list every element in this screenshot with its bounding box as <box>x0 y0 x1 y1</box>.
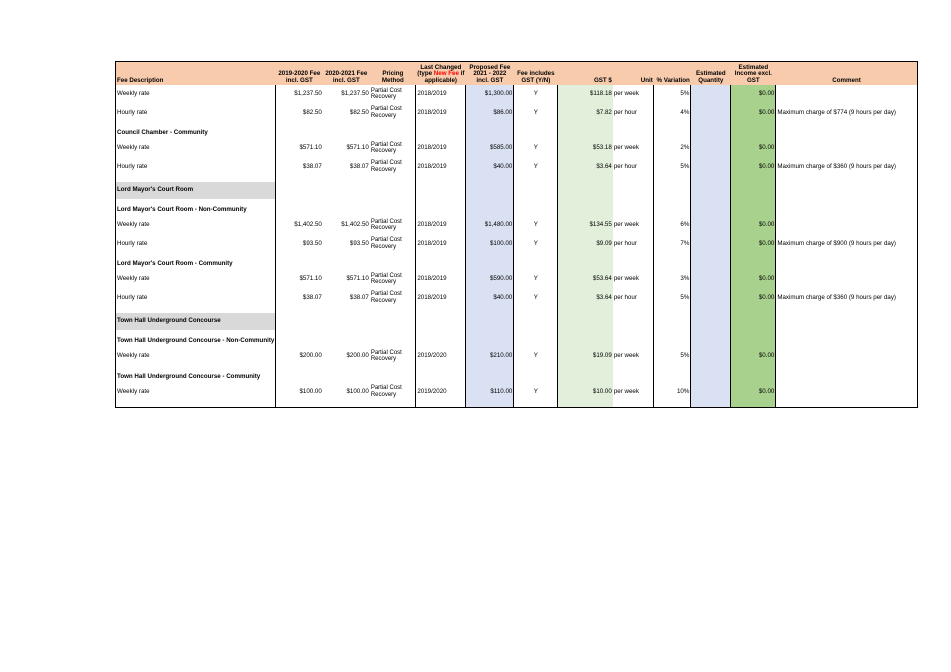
cell-unit <box>613 259 654 270</box>
cell-estimated-income <box>731 313 776 330</box>
cell-pricing-method <box>370 336 416 347</box>
cell-proposed-fee: $40.00 <box>466 158 514 177</box>
cell-proposed-fee: $110.00 <box>466 383 514 402</box>
cell-estimated-income: $0.00 <box>731 270 776 289</box>
cell-unit: per week <box>613 90 639 97</box>
cell-last-changed <box>416 372 466 383</box>
cell-comment: Maximum charge of $774 (9 hours per day) <box>776 104 918 123</box>
cell-estimated-quantity <box>691 104 731 123</box>
cell-unit: per week <box>613 387 639 395</box>
header-fee-2020-2021: 2020-2021 Fee incl. GST <box>323 62 370 86</box>
cell-unit: per week <box>613 221 639 228</box>
group-heading-row <box>116 259 918 270</box>
cell-proposed-fee <box>466 401 514 407</box>
cell-estimated-income: $0.00 <box>731 104 776 123</box>
cell-fee-description: Weekly rate <box>117 352 150 359</box>
cell-gst-included <box>514 182 558 199</box>
cell-last-changed: 2018/2019 <box>416 235 466 254</box>
cell-fee-description: Weekly rate <box>117 90 150 97</box>
cell-estimated-quantity <box>691 347 731 366</box>
cell-unit <box>613 182 654 199</box>
cell-comment <box>776 85 918 104</box>
cell-unit <box>613 205 654 216</box>
cell-fee-2019-2020: $93.50 <box>276 235 323 254</box>
cell-comment <box>776 270 918 289</box>
cell-pricing-method: Partial Cost Recovery <box>370 291 402 304</box>
cell-proposed-fee: $585.00 <box>466 139 514 158</box>
cell-fee-2020-2021 <box>323 372 370 383</box>
cell-unit: per week <box>613 144 639 151</box>
cell-fee-2019-2020 <box>276 128 323 139</box>
cell-pricing-method <box>370 401 416 407</box>
spacer-row <box>116 401 918 407</box>
cell-last-changed: 2018/2019 <box>416 85 466 104</box>
cell-gst-amount: $10.00 <box>558 383 613 402</box>
cell-fee-2019-2020 <box>276 336 323 347</box>
table-row <box>116 158 918 177</box>
header-gst-amount: GST $ <box>558 62 613 86</box>
cell-gst-included <box>514 313 558 330</box>
cell-gst-included: Y <box>514 289 558 308</box>
cell-estimated-quantity <box>691 182 731 199</box>
cell-estimated-income: $0.00 <box>731 235 776 254</box>
cell-unit <box>613 313 654 330</box>
cell-estimated-quantity <box>691 313 731 330</box>
cell-unit: per week <box>613 275 639 282</box>
cell-estimated-income <box>731 372 776 383</box>
cell-estimated-quantity <box>691 270 731 289</box>
table-row <box>116 347 918 366</box>
cell-proposed-fee: $86.00 <box>466 104 514 123</box>
cell-gst-amount: $134.55 <box>558 216 613 235</box>
cell-fee-2020-2021: $1,402.50 <box>341 221 369 228</box>
cell-pricing-method: Partial Cost Recovery <box>370 141 402 155</box>
cell-pricing-method <box>370 205 416 216</box>
cell-variation <box>654 128 691 139</box>
cell-comment <box>776 259 918 270</box>
group-heading-row <box>116 205 918 216</box>
cell-gst-included <box>514 372 558 383</box>
cell-estimated-quantity <box>691 401 731 407</box>
cell-comment: Maximum charge of $360 (9 hours per day) <box>776 158 918 177</box>
cell-gst-included: Y <box>514 216 558 235</box>
cell-pricing-method: Partial Cost Recovery <box>370 385 402 398</box>
cell-proposed-fee <box>466 128 514 139</box>
cell-comment <box>776 401 918 407</box>
cell-last-changed: 2018/2019 <box>416 216 466 235</box>
cell-fee-description <box>116 401 276 407</box>
cell-last-changed: 2019/2020 <box>416 347 466 366</box>
cell-gst-amount: $9.09 <box>558 235 613 254</box>
cell-gst-included: Y <box>514 104 558 123</box>
cell-proposed-fee: $40.00 <box>466 289 514 308</box>
cell-fee-description: Lord Mayor's Court Room - Community <box>117 260 233 268</box>
cell-fee-2019-2020: $100.00 <box>276 383 323 402</box>
cell-gst-amount <box>558 313 613 330</box>
cell-comment: Maximum charge of $360 (9 hours per day) <box>776 289 918 308</box>
cell-fee-2019-2020 <box>276 182 323 199</box>
cell-pricing-method <box>370 313 416 330</box>
cell-last-changed <box>416 313 466 330</box>
header-fee-description: Fee Description <box>116 62 276 86</box>
cell-fee-2019-2020: $1,237.50 <box>276 85 323 104</box>
group-heading-row <box>116 336 918 347</box>
cell-proposed-fee: $1,480.00 <box>466 216 514 235</box>
header-last-changed-pre: Last Changed (type <box>417 63 462 77</box>
group-heading-row <box>116 182 918 199</box>
cell-variation <box>654 336 691 347</box>
header-last-changed-post: if applicable) <box>424 70 465 84</box>
cell-fee-description: Council Chamber - Community <box>117 129 208 137</box>
cell-variation <box>654 372 691 383</box>
cell-comment <box>776 347 918 366</box>
cell-unit <box>613 336 654 347</box>
cell-estimated-quantity <box>691 336 731 347</box>
cell-gst-included: Y <box>514 347 558 366</box>
cell-gst-included <box>514 128 558 139</box>
cell-unit: per hour <box>613 239 637 247</box>
cell-pricing-method: Partial Cost Recovery <box>370 349 402 363</box>
cell-last-changed: 2018/2019 <box>416 139 466 158</box>
cell-estimated-quantity <box>691 259 731 270</box>
cell-variation <box>654 182 691 199</box>
cell-estimated-income <box>731 259 776 270</box>
cell-fee-2019-2020 <box>276 401 323 407</box>
cell-estimated-income <box>731 336 776 347</box>
cell-gst-amount <box>558 336 613 347</box>
cell-fee-2020-2021: $93.50 <box>349 239 369 247</box>
cell-fee-description: Hourly rate <box>117 162 148 170</box>
cell-estimated-income: $0.00 <box>731 383 776 402</box>
cell-variation: 5% <box>654 347 691 366</box>
cell-estimated-income <box>731 182 776 199</box>
header-last-changed-new-fee: New Fee <box>433 70 459 77</box>
cell-comment <box>776 139 918 158</box>
cell-gst-amount <box>558 205 613 216</box>
cell-estimated-income: $0.00 <box>731 289 776 308</box>
cell-fee-description: Weekly rate <box>117 221 150 228</box>
cell-fee-2020-2021 <box>323 336 370 347</box>
cell-variation: 6% <box>654 216 691 235</box>
cell-fee-2020-2021 <box>323 128 370 139</box>
cell-fee-2020-2021 <box>323 259 370 270</box>
cell-estimated-quantity <box>691 158 731 177</box>
table-row <box>116 289 918 308</box>
table-row <box>116 216 918 235</box>
header-estimated-quantity: Estimated Quantity <box>691 62 731 86</box>
cell-fee-description: Lord Mayor's Court Room <box>116 182 276 199</box>
cell-variation: 2% <box>654 139 691 158</box>
header-pricing-method: Pricing Method <box>370 62 416 86</box>
cell-gst-amount: $53.64 <box>558 270 613 289</box>
cell-estimated-quantity <box>691 235 731 254</box>
cell-estimated-income: $0.00 <box>731 85 776 104</box>
cell-estimated-quantity <box>691 139 731 158</box>
cell-variation <box>654 259 691 270</box>
cell-proposed-fee: $210.00 <box>466 347 514 366</box>
cell-estimated-quantity <box>691 85 731 104</box>
cell-last-changed: 2018/2019 <box>416 270 466 289</box>
cell-gst-amount: $53.18 <box>558 139 613 158</box>
cell-fee-2020-2021 <box>323 182 370 199</box>
cell-variation: 5% <box>654 85 691 104</box>
cell-fee-2020-2021: $100.00 <box>346 387 369 395</box>
cell-fee-2020-2021: $38.07 <box>349 162 369 170</box>
cell-fee-description: Weekly rate <box>117 275 150 282</box>
cell-gst-included <box>514 336 558 347</box>
cell-fee-description: Town Hall Underground Concourse <box>116 313 276 330</box>
cell-estimated-quantity <box>691 289 731 308</box>
cell-pricing-method: Partial Cost Recovery <box>370 237 402 250</box>
cell-estimated-income <box>731 128 776 139</box>
cell-unit <box>613 128 654 139</box>
cell-proposed-fee <box>466 205 514 216</box>
cell-fee-description: Weekly rate <box>117 387 150 395</box>
cell-variation: 7% <box>654 235 691 254</box>
cell-pricing-method: Partial Cost Recovery <box>370 160 402 173</box>
cell-fee-2019-2020 <box>276 372 323 383</box>
cell-fee-2019-2020: $571.10 <box>276 139 323 158</box>
table-row <box>116 235 918 254</box>
cell-fee-2020-2021 <box>323 205 370 216</box>
cell-estimated-income: $0.00 <box>731 139 776 158</box>
cell-gst-included: Y <box>514 85 558 104</box>
cell-last-changed: 2019/2020 <box>416 383 466 402</box>
cell-fee-2020-2021 <box>323 313 370 330</box>
cell-pricing-method <box>370 182 416 199</box>
cell-pricing-method: Partial Cost Recovery <box>370 218 402 232</box>
cell-fee-description: Lord Mayor's Court Room - Non-Community <box>117 206 247 214</box>
cell-variation <box>654 313 691 330</box>
cell-fee-2020-2021 <box>323 401 370 407</box>
cell-estimated-quantity <box>691 128 731 139</box>
cell-fee-2020-2021: $38.07 <box>349 293 369 301</box>
cell-fee-description: Town Hall Underground Concourse - Non-Community <box>117 337 275 345</box>
table-row <box>116 383 918 402</box>
cell-fee-description: Weekly rate <box>117 144 150 151</box>
cell-gst-included <box>514 401 558 407</box>
cell-pricing-method: Partial Cost Recovery <box>370 106 402 119</box>
cell-gst-included <box>514 259 558 270</box>
cell-fee-2019-2020: $38.07 <box>276 158 323 177</box>
cell-unit <box>613 401 654 407</box>
cell-gst-amount: $3.64 <box>558 289 613 308</box>
cell-gst-amount <box>558 182 613 199</box>
cell-estimated-quantity <box>691 205 731 216</box>
cell-fee-2020-2021: $1,237.50 <box>341 90 369 97</box>
cell-last-changed: 2018/2019 <box>416 158 466 177</box>
group-heading-row <box>116 128 918 139</box>
cell-fee-2020-2021: $200.00 <box>346 352 369 359</box>
cell-fee-2019-2020 <box>276 205 323 216</box>
cell-estimated-income: $0.00 <box>731 347 776 366</box>
cell-gst-amount <box>558 259 613 270</box>
cell-proposed-fee <box>466 336 514 347</box>
cell-last-changed <box>416 205 466 216</box>
cell-proposed-fee: $100.00 <box>466 235 514 254</box>
cell-unit <box>613 372 654 383</box>
cell-pricing-method <box>370 259 416 270</box>
cell-last-changed: 2018/2019 <box>416 289 466 308</box>
cell-variation <box>654 205 691 216</box>
cell-estimated-quantity <box>691 372 731 383</box>
header-last-changed <box>416 62 466 86</box>
cell-proposed-fee <box>466 182 514 199</box>
cell-unit: per hour <box>613 293 637 301</box>
cell-comment <box>776 313 918 330</box>
cell-last-changed <box>416 336 466 347</box>
header-gst-included: Fee includes GST (Y/N) <box>514 62 558 86</box>
fees-table <box>115 61 918 408</box>
cell-estimated-quantity <box>691 383 731 402</box>
cell-last-changed: 2018/2019 <box>416 104 466 123</box>
cell-gst-amount <box>558 128 613 139</box>
cell-comment <box>776 182 918 199</box>
cell-fee-2020-2021: $571.10 <box>346 275 369 282</box>
cell-comment <box>776 128 918 139</box>
cell-fee-description: Hourly rate <box>117 239 148 247</box>
table-row <box>116 104 918 123</box>
cell-comment <box>776 372 918 383</box>
cell-fee-2019-2020: $38.07 <box>276 289 323 308</box>
cell-gst-included: Y <box>514 270 558 289</box>
cell-pricing-method <box>370 128 416 139</box>
cell-unit: per hour <box>613 108 637 116</box>
group-heading-row <box>116 372 918 383</box>
cell-gst-included: Y <box>514 235 558 254</box>
cell-estimated-income: $0.00 <box>731 216 776 235</box>
cell-gst-amount: $19.09 <box>558 347 613 366</box>
cell-gst-amount <box>558 372 613 383</box>
table-header <box>116 62 918 86</box>
cell-last-changed <box>416 182 466 199</box>
header-fee-2019-2020: 2019-2020 Fee incl. GST <box>276 62 323 86</box>
cell-comment <box>776 383 918 402</box>
cell-fee-2019-2020: $82.50 <box>276 104 323 123</box>
cell-gst-included: Y <box>514 139 558 158</box>
cell-fee-description: Hourly rate <box>117 108 148 116</box>
cell-fee-description: Hourly rate <box>117 293 148 301</box>
header-unit: Unit <box>613 62 654 86</box>
cell-estimated-income <box>731 205 776 216</box>
cell-last-changed <box>416 259 466 270</box>
cell-pricing-method: Partial Cost Recovery <box>370 272 402 286</box>
cell-proposed-fee <box>466 372 514 383</box>
header-estimated-income: Estimated Income excl. GST <box>731 62 776 86</box>
cell-variation: 10% <box>654 383 691 402</box>
cell-fee-2020-2021: $571.10 <box>346 144 369 151</box>
cell-last-changed <box>416 401 466 407</box>
cell-variation: 5% <box>654 289 691 308</box>
cell-comment: Maximum charge of $900 (9 hours per day) <box>776 235 918 254</box>
cell-fee-2019-2020 <box>276 313 323 330</box>
cell-proposed-fee: $1,300.00 <box>466 85 514 104</box>
table-row <box>116 85 918 104</box>
cell-variation: 4% <box>654 104 691 123</box>
cell-estimated-income <box>731 401 776 407</box>
cell-gst-amount: $118.18 <box>558 85 613 104</box>
cell-estimated-quantity <box>691 216 731 235</box>
cell-gst-included <box>514 205 558 216</box>
cell-gst-amount: $7.82 <box>558 104 613 123</box>
cell-fee-2019-2020: $200.00 <box>276 347 323 366</box>
cell-fee-2020-2021: $82.50 <box>349 108 369 116</box>
cell-proposed-fee: $590.00 <box>466 270 514 289</box>
cell-gst-amount <box>558 401 613 407</box>
table-row <box>116 270 918 289</box>
cell-pricing-method <box>370 372 416 383</box>
cell-unit: per hour <box>613 162 637 170</box>
cell-estimated-income: $0.00 <box>731 158 776 177</box>
table-body <box>116 85 918 407</box>
cell-comment <box>776 205 918 216</box>
header-variation: % Variation <box>654 62 691 86</box>
cell-gst-amount: $3.64 <box>558 158 613 177</box>
header-comment: Comment <box>776 62 918 86</box>
cell-fee-2019-2020: $1,402.50 <box>276 216 323 235</box>
cell-variation: 5% <box>654 158 691 177</box>
header-proposed-fee: Proposed Fee 2021 - 2022 incl. GST <box>466 62 514 86</box>
cell-unit: per week <box>613 352 639 359</box>
cell-gst-included: Y <box>514 383 558 402</box>
cell-fee-description: Town Hall Underground Concourse - Community <box>117 372 261 380</box>
cell-comment <box>776 216 918 235</box>
cell-fee-2019-2020: $571.10 <box>276 270 323 289</box>
cell-fee-2019-2020 <box>276 259 323 270</box>
cell-pricing-method: Partial Cost Recovery <box>370 87 402 101</box>
table-row <box>116 139 918 158</box>
cell-variation <box>654 401 691 407</box>
cell-gst-included: Y <box>514 158 558 177</box>
group-heading-row <box>116 313 918 330</box>
cell-comment <box>776 336 918 347</box>
cell-last-changed <box>416 128 466 139</box>
cell-variation: 3% <box>654 270 691 289</box>
cell-proposed-fee <box>466 259 514 270</box>
cell-proposed-fee <box>466 313 514 330</box>
